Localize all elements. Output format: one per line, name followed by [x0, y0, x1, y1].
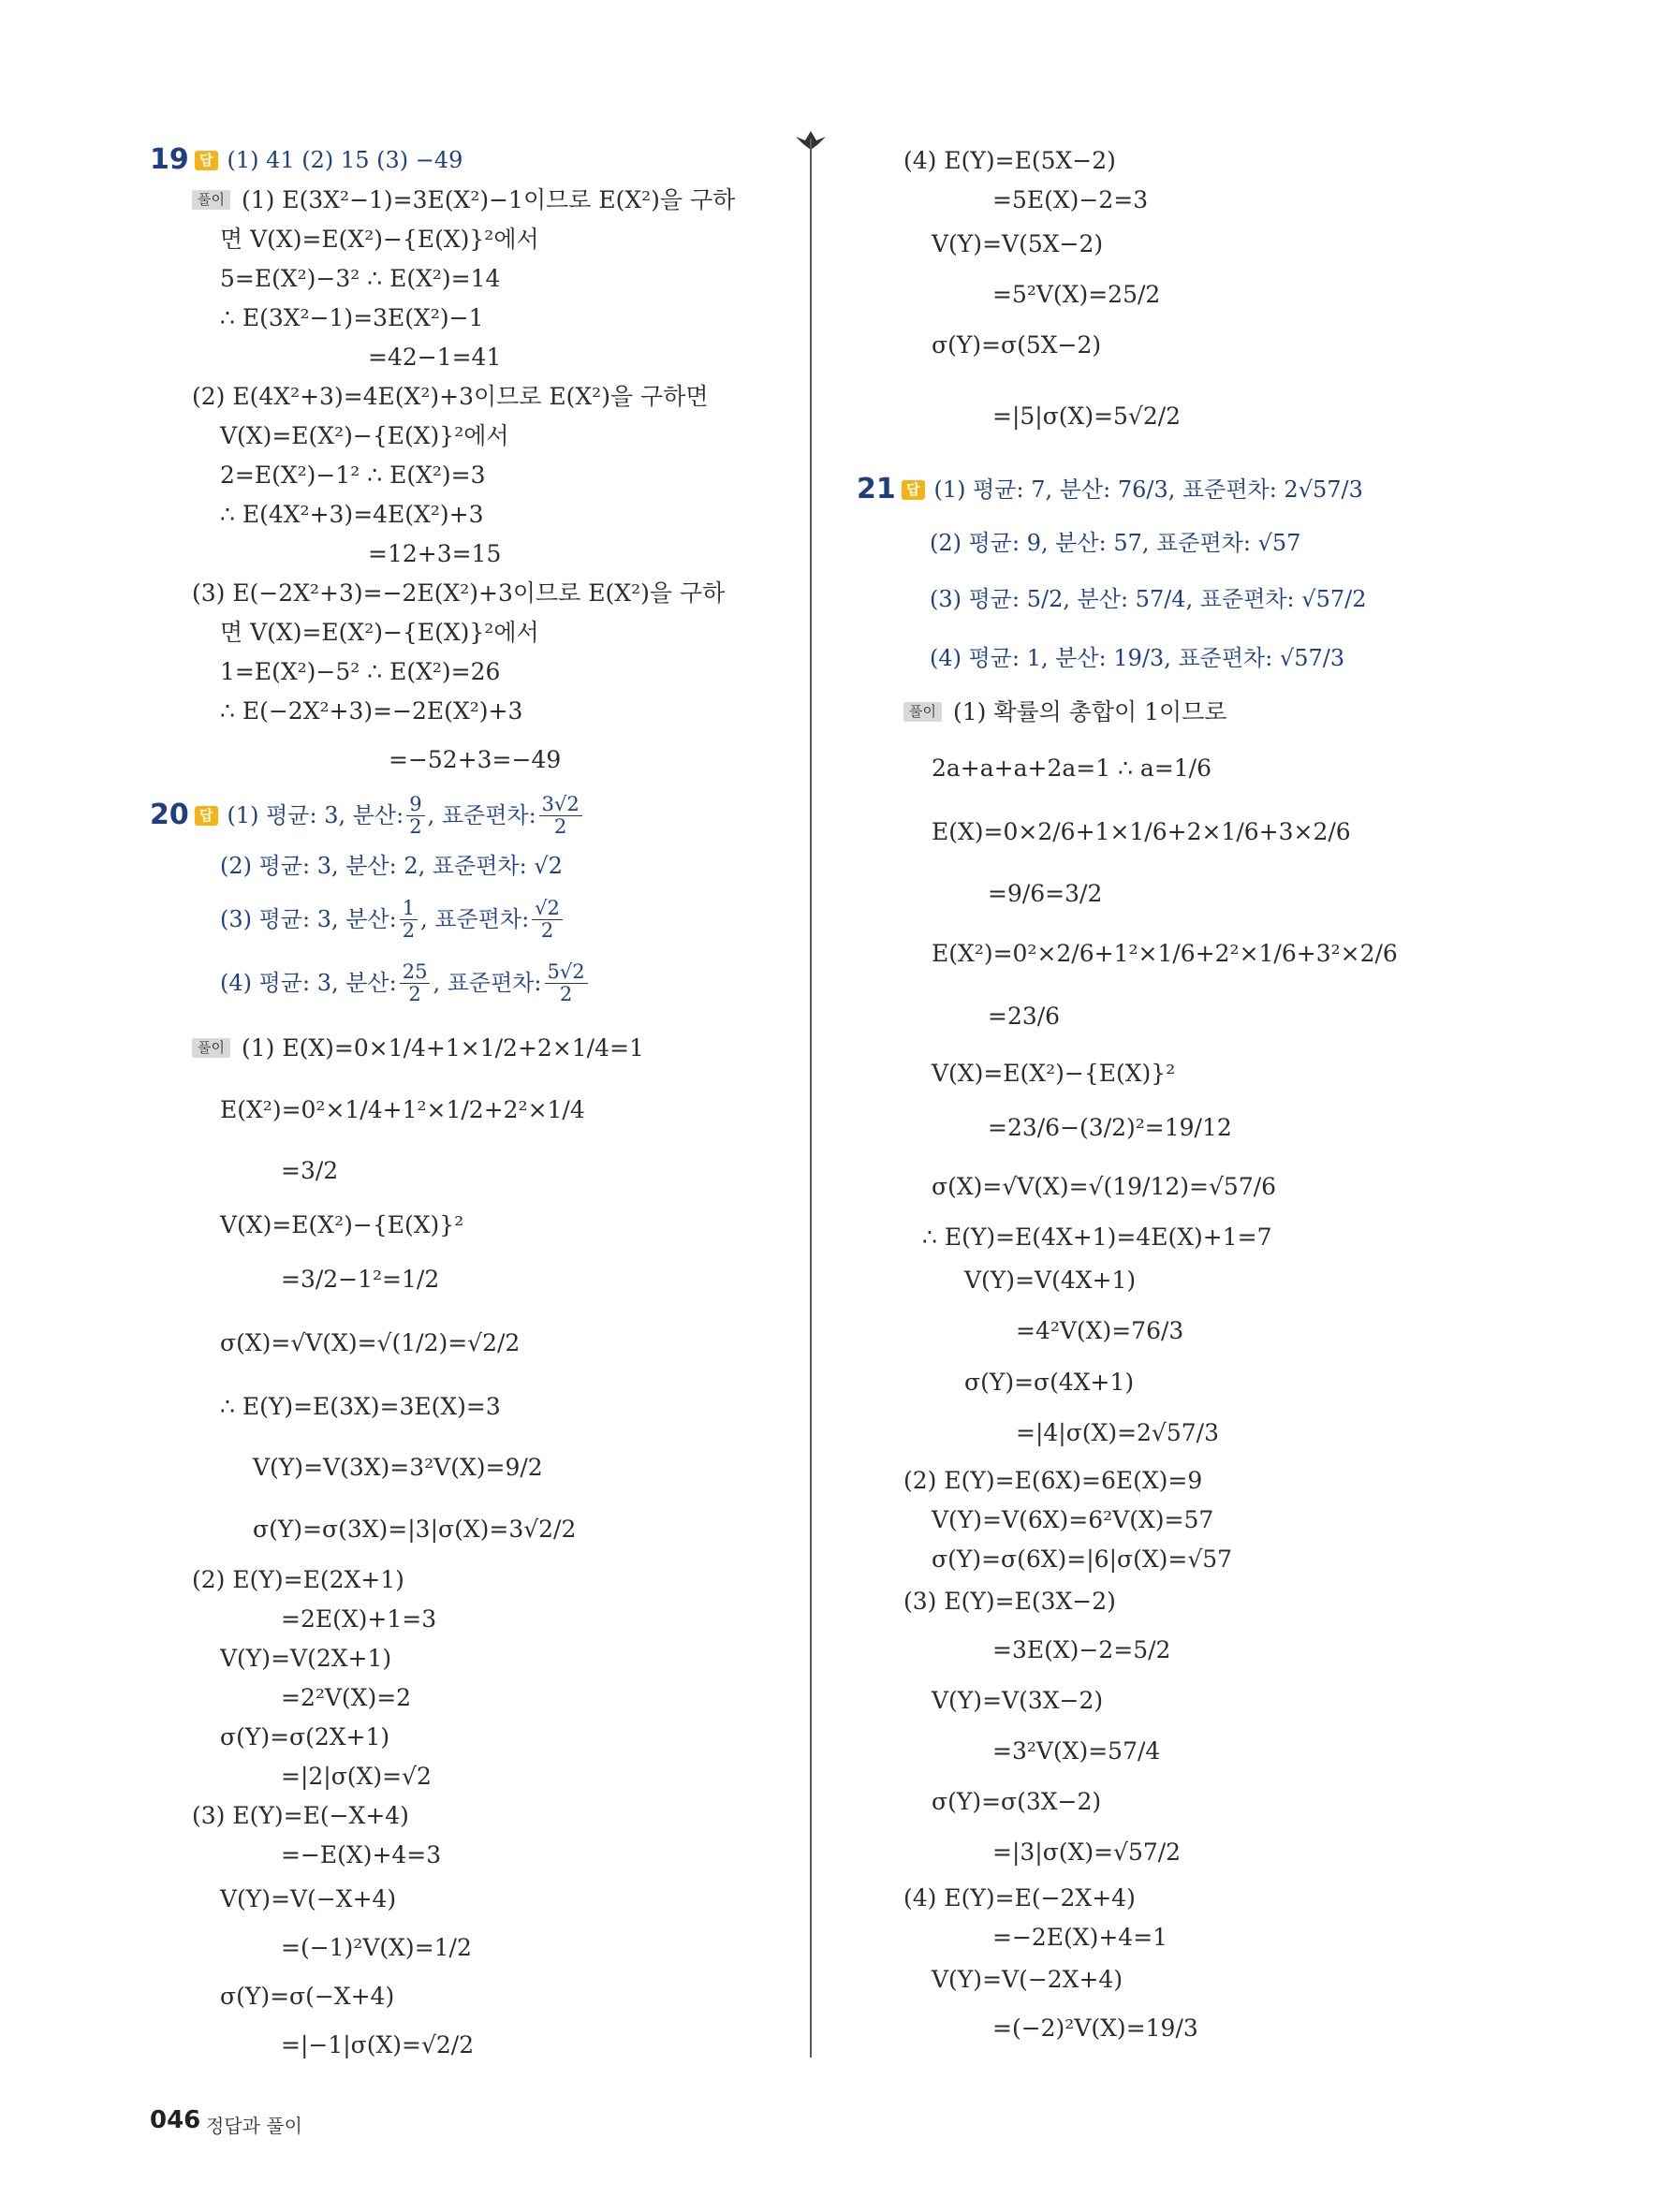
solution-line: =23/6−(3/2)²=19/12 — [988, 1113, 1232, 1141]
solution-line: (2) E(4X²+3)=4E(X²)+3이므로 E(X²)을 구하면 — [192, 382, 709, 410]
solution-line: E(X²)=0²×1/4+1²×1/2+2²×1/4 — [220, 1095, 585, 1123]
solution-line: =3/2 — [281, 1156, 339, 1184]
solution-line: (3) E(Y)=E(−X+4) — [192, 1801, 409, 1829]
problem-19-header — [150, 140, 805, 180]
solution-tag: 풀이 — [192, 190, 230, 210]
solution-line: V(Y)=V(3X)=3²V(X)=9/2 — [253, 1453, 543, 1481]
solution-line: 풀이 (1) E(X)=0×1/4+1×1/2+2×1/4=1 — [150, 1017, 805, 1078]
solution-line: 면 V(X)=E(X²)−{E(X)}²에서 — [220, 225, 539, 253]
solution-line: 2=E(X²)−1² ∴ E(X²)=3 — [220, 461, 486, 489]
answer-text: (1) 평균: 7, 분산: 76/3, 표준편차: 2√57/3 — [933, 476, 1363, 503]
solution-line: =|5|σ(X)=5√2/2 — [992, 402, 1182, 430]
solution-line: (4) E(Y)=E(−2X+4) — [903, 1883, 1136, 1912]
solution-line: V(Y)=V(6X)=6²V(X)=57 — [932, 1505, 1214, 1533]
column-divider — [810, 139, 812, 2058]
solution-line: =(−1)²V(X)=1/2 — [281, 1933, 472, 1961]
fraction: $\frac{5√2}{2}$ — [545, 961, 588, 1003]
solution-line: σ(Y)=σ(3X−2) — [932, 1787, 1102, 1815]
solution-line: =|2|σ(X)=√2 — [281, 1762, 432, 1790]
answer-tag: 답 — [902, 480, 925, 500]
solution-line: ∴ E(Y)=E(3X)=3E(X)=3 — [220, 1392, 501, 1420]
solution-line: =(−2)²V(X)=19/3 — [992, 2014, 1198, 2042]
solution-line: V(Y)=V(3X−2) — [932, 1686, 1104, 1714]
solution-line: 면 V(X)=E(X²)−{E(X)}²에서 — [220, 618, 539, 646]
problem-number: 20 — [150, 798, 189, 831]
fraction: $\frac{25}{2}$ — [400, 961, 431, 1003]
solution-line: E(X)=0×2/6+1×1/6+2×1/6+3×2/6 — [932, 817, 1351, 845]
solution-line: =3²V(X)=57/4 — [992, 1736, 1161, 1765]
solution-line: ∴ E(4X²+3)=4E(X²)+3 — [220, 500, 484, 528]
solution-line: σ(Y)=σ(−X+4) — [220, 1982, 395, 2010]
solution-line: =−2E(X)+4=1 — [992, 1923, 1168, 1951]
solution-line: =|−1|σ(X)=√2/2 — [281, 2030, 475, 2058]
answer-tag: 답 — [195, 806, 218, 826]
solution-line: (3) E(Y)=E(3X−2) — [903, 1587, 1116, 1615]
solution-line: =12+3=15 — [368, 539, 502, 567]
solution-line: =5²V(X)=25/2 — [992, 280, 1161, 308]
fraction: $\frac{√2}{2}$ — [532, 898, 563, 940]
solution-line: =9/6=3/2 — [988, 879, 1103, 907]
solution-line: V(Y)=V(4X+1) — [964, 1266, 1137, 1294]
left-column — [150, 140, 805, 2069]
answer-text: (1) 평균: 3, 분산: — [227, 802, 404, 828]
solution-line: =|3|σ(X)=√57/2 — [992, 1838, 1182, 1866]
solution-tag: 풀이 — [903, 702, 942, 722]
solution-line: V(Y)=V(2X+1) — [220, 1644, 392, 1672]
solution-line: =−52+3=−49 — [389, 745, 562, 773]
solution-line: ∴ E(−2X²+3)=−2E(X²)+3 — [220, 696, 523, 725]
solution-line: σ(X)=√V(X)=√(19/12)=√57/6 — [932, 1172, 1277, 1200]
solution-line: 5=E(X²)−3² ∴ E(X²)=14 — [220, 264, 501, 292]
solution-text: (1) E(3X²−1)=3E(X²)−1이므로 E(X²)을 구하 — [241, 185, 736, 213]
solution-line: =23/6 — [988, 1002, 1061, 1030]
solution-line: ∴ E(Y)=E(4X+1)=4E(X)+1=7 — [922, 1223, 1272, 1251]
solution-tag: 풀이 — [192, 1038, 230, 1058]
solution-line: V(Y)=V(−2X+4) — [932, 1965, 1123, 1993]
solution-line: σ(Y)=σ(2X+1) — [220, 1722, 390, 1751]
solution-line: 풀이 (1) 확률의 총합이 1이므로 — [903, 687, 1521, 736]
answer-line: (2) 평균: 3, 분산: 2, 표준편차: √2 — [220, 853, 563, 879]
solution-line: σ(X)=√V(X)=√(1/2)=√2/2 — [220, 1328, 521, 1356]
solution-line: =|4|σ(X)=2√57/3 — [1016, 1418, 1219, 1446]
answer-line: (4) 평균: 1, 분산: 19/3, 표준편차: √57/3 — [930, 645, 1345, 671]
solution-line: V(X)=E(X²)−{E(X)}² — [932, 1059, 1176, 1087]
solution-line: =3/2−1²=1/2 — [281, 1265, 440, 1293]
right-column — [857, 140, 1521, 2054]
solution-line: σ(Y)=σ(6X)=|6|σ(X)=√57 — [932, 1545, 1233, 1573]
answer-text: (1) 41 (2) 15 (3) −49 — [227, 147, 463, 173]
solution-line: (2) E(Y)=E(2X+1) — [192, 1565, 404, 1593]
solution-line: 2a+a+a+2a=1 ∴ a=1/6 — [932, 754, 1212, 782]
answer-tag: 답 — [195, 151, 218, 170]
solution-line — [150, 180, 805, 219]
solution-line: =3E(X)−2=5/2 — [992, 1635, 1171, 1663]
answer-line: (4) 평균: 3, 분산: $\frac{25}{2}$ , 표준편차: $\frac{5√2}{2}$ — [150, 949, 805, 1017]
problem-20-header: 20 답 (1) 평균: 3, 분산: $\frac{9}{2}$ , 표준편차: $\frac{3√2}{2}$ — [150, 788, 805, 842]
solution-line: V(X)=E(X²)−{E(X)}² — [220, 1210, 464, 1238]
solution-line: (3) E(−2X²+3)=−2E(X²)+3이므로 E(X²)을 구하 — [192, 579, 726, 607]
problem-21-header — [857, 462, 1521, 517]
solution-line: =4²V(X)=76/3 — [1016, 1316, 1184, 1344]
solution-line: V(X)=E(X²)−{E(X)}²에서 — [220, 421, 509, 449]
solution-line: V(Y)=V(−X+4) — [220, 1884, 397, 1912]
fraction: $\frac{3√2}{2}$ — [539, 794, 582, 836]
solution-line: ∴ E(3X²−1)=3E(X²)−1 — [220, 303, 484, 331]
problem-number: 21 — [857, 473, 896, 505]
solution-line: 1=E(X²)−5² ∴ E(X²)=26 — [220, 657, 501, 685]
solution-line: (4) E(Y)=E(5X−2) — [903, 146, 1116, 174]
page-number: 046 — [150, 2106, 201, 2134]
solution-line: =42−1=41 — [368, 343, 502, 371]
solution-line: σ(Y)=σ(3X)=|3|σ(X)=3√2/2 — [253, 1515, 577, 1543]
solution-line: =−E(X)+4=3 — [281, 1840, 442, 1868]
problem-number: 19 — [150, 143, 189, 176]
solution-line: =2E(X)+1=3 — [281, 1604, 437, 1633]
answer-line: (2) 평균: 9, 분산: 57, 표준편차: √57 — [930, 530, 1301, 556]
solution-line: (2) E(Y)=E(6X)=6E(X)=9 — [903, 1466, 1203, 1494]
answer-line: (3) 평균: 3, 분산: $\frac{1}{2}$ , 표준편차: $\frac{√2}{2}$ — [150, 889, 805, 949]
fraction: $\frac{9}{2}$ — [406, 794, 424, 836]
answer-line: (3) 평균: 5/2, 분산: 57/4, 표준편차: √57/2 — [930, 586, 1367, 612]
footer-label: 정답과 풀이 — [206, 2115, 302, 2137]
solution-line: σ(Y)=σ(4X+1) — [964, 1368, 1135, 1396]
fraction: $\frac{1}{2}$ — [400, 898, 418, 940]
solution-line: E(X²)=0²×2/6+1²×1/6+2²×1/6+3²×2/6 — [932, 939, 1398, 967]
solution-line: σ(Y)=σ(5X−2) — [932, 330, 1102, 359]
solution-line: =5E(X)−2=3 — [992, 185, 1149, 213]
solution-line: V(Y)=V(5X−2) — [932, 229, 1104, 257]
solution-line: =2²V(X)=2 — [281, 1683, 412, 1711]
